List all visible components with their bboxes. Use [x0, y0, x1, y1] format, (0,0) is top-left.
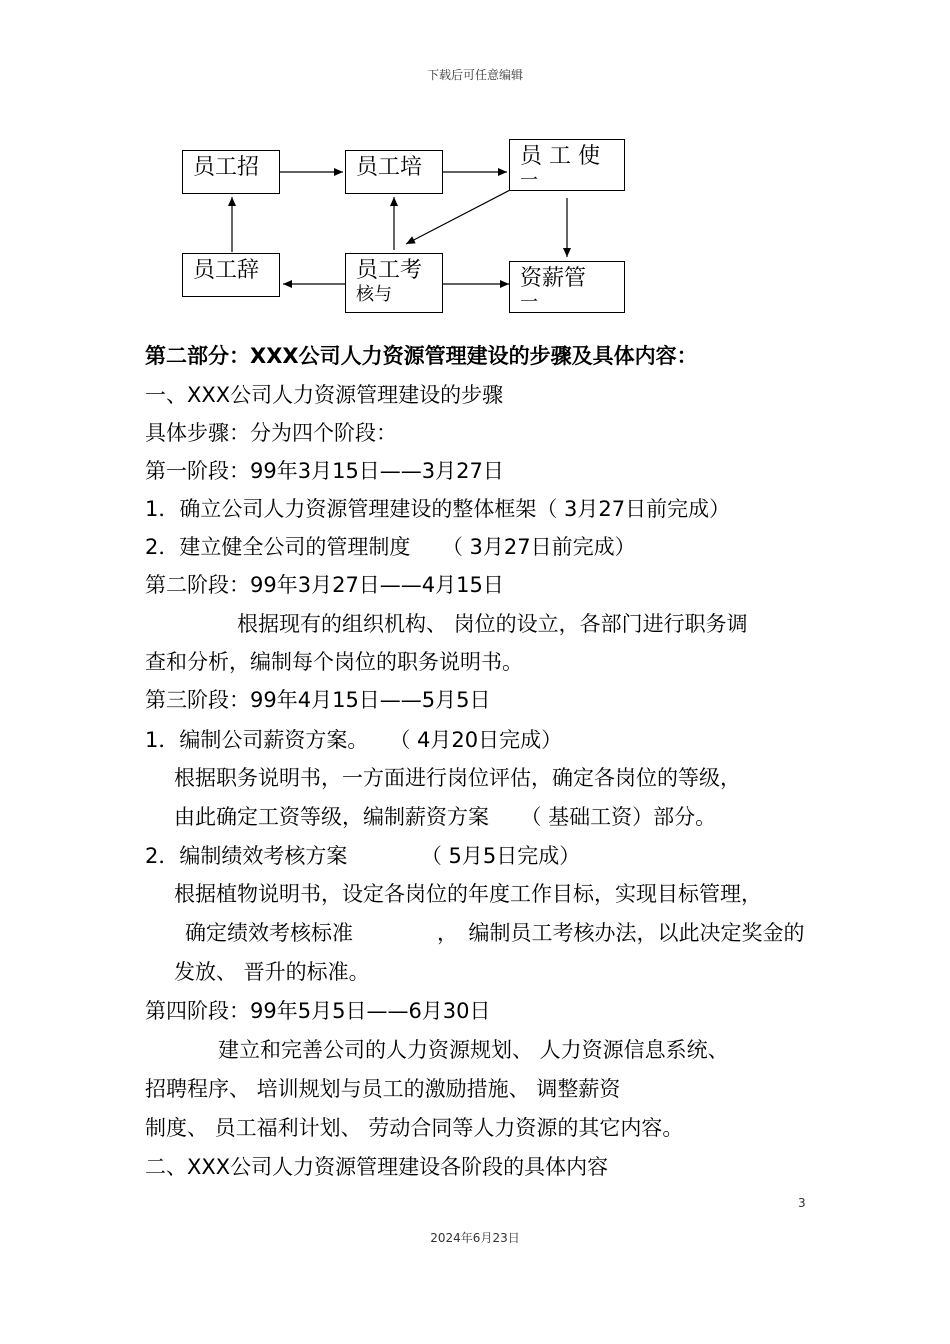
- phase3-item2-para-line1: 根据植物说明书，设定各岗位的年度工作目标，实现目标管理，: [174, 882, 762, 906]
- phase4-para-line3: 制度、 员工福利计划、 劳动合同等人力资源的其它内容。: [145, 1116, 684, 1140]
- phase3-title: 第三阶段：99年4月15日——5月5日: [145, 688, 491, 712]
- phase3-item1-para-line1: 根据职务说明书，一方面进行岗位评估，确定各岗位的等级，: [174, 766, 741, 790]
- phase3-item2-para-line2: 确定绩效考核标准 ， 编制员工考核办法，以此决定奖金的: [185, 921, 805, 945]
- box-usage-sub: 一: [520, 170, 538, 191]
- page-footer-date: 2024年6月23日: [430, 1231, 520, 1245]
- part2-title: 第二部分：XXX公司人力资源管理建设的步骤及具体内容：: [145, 344, 698, 368]
- box-resignation: [182, 253, 280, 297]
- phase3-item1: 1．编制公司薪资方案。 （ 4月20日完成）: [145, 728, 563, 752]
- section2-title: 二、XXX公司人力资源管理建设各阶段的具体内容: [145, 1155, 609, 1179]
- section1-title: 一、XXX公司人力资源管理建设的步骤: [145, 383, 504, 407]
- phase4-para-line1: 建立和完善公司的人力资源规划、 人力资源信息系统、: [218, 1038, 729, 1062]
- phase3-item2: 2．编制绩效考核方案 （ 5月5日完成）: [145, 844, 581, 868]
- box-usage: [509, 139, 625, 191]
- phase4-title: 第四阶段：99年5月5日——6月30日: [145, 999, 491, 1023]
- flow-arrows: [0, 0, 950, 330]
- page-header: 下载后可任意编辑: [426, 68, 523, 82]
- phase1-title: 第一阶段：99年3月15日——3月27日: [145, 459, 504, 483]
- box-resignation-label: 员工辞: [193, 258, 260, 283]
- box-recruitment: [182, 150, 280, 194]
- box-appraisal-sub: 核与: [356, 284, 392, 305]
- phase1-item2: 2．建立健全公司的管理制度 （ 3月27日前完成）: [145, 535, 636, 559]
- box-salary: [509, 261, 625, 313]
- box-training: [345, 150, 443, 194]
- phase4-para-line2: 招聘程序、 培训规划与员工的激励措施、 调整薪资: [145, 1077, 621, 1101]
- page-number: 3: [798, 1196, 806, 1210]
- box-training-label: 员工培: [356, 155, 423, 180]
- phase2-title: 第二阶段：99年3月27日——4月15日: [145, 573, 504, 597]
- phase2-para-line2: 查和分析，编制每个岗位的职务说明书。: [145, 650, 523, 674]
- arrow-use-to-appraise: [406, 190, 510, 244]
- phase3-item2-para-line3: 发放、 晋升的标准。: [174, 960, 370, 984]
- phase3-item1-para-line2: 由此确定工资等级，编制薪资方案 （ 基础工资）部分。: [174, 805, 717, 829]
- box-appraisal: [345, 253, 443, 313]
- phase1-item1: 1．确立公司人力资源管理建设的整体框架（ 3月27日前完成）: [145, 497, 731, 521]
- phase2-para-line1: 根据现有的组织机构、 岗位的设立，各部门进行职务调: [237, 612, 748, 636]
- box-recruitment-label: 员工招: [193, 155, 260, 180]
- box-appraisal-label: 员工考: [356, 258, 423, 283]
- box-salary-label: 资薪管: [520, 266, 587, 291]
- box-usage-label: 员 工 使: [520, 144, 600, 169]
- steps-intro: 具体步骤：分为四个阶段：: [145, 421, 397, 445]
- box-salary-sub: 一: [520, 292, 538, 313]
